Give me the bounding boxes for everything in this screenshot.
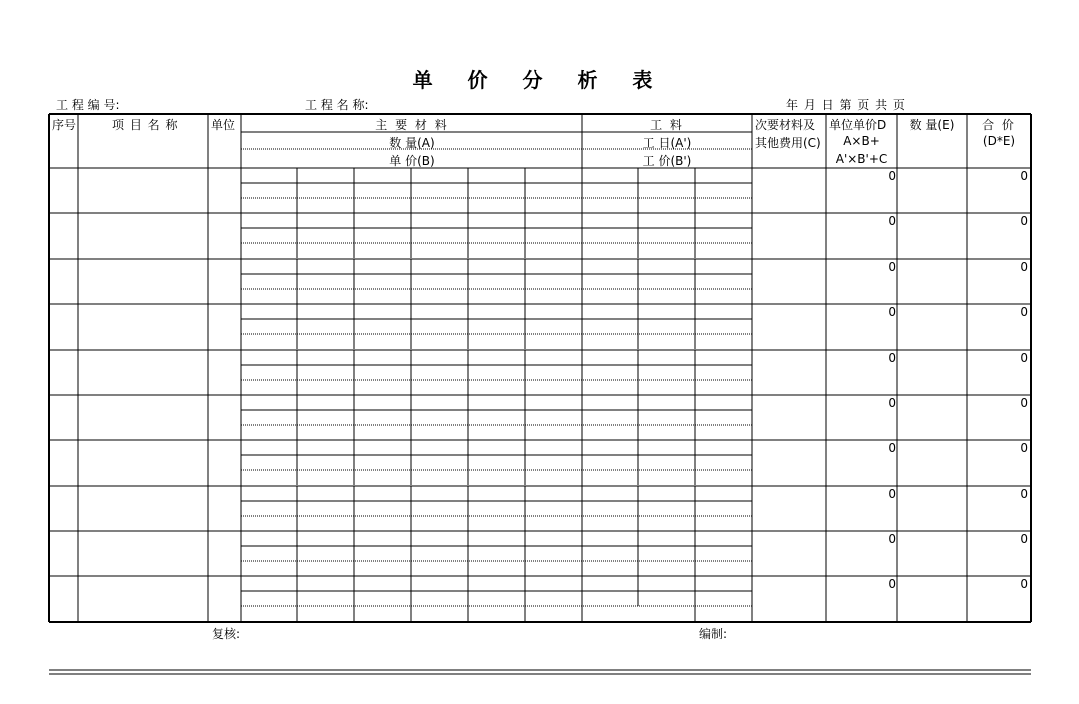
total-value: 0 — [1020, 396, 1028, 410]
unit-price-d-value: 0 — [888, 487, 896, 501]
unit-price-d-value: 0 — [888, 260, 896, 274]
total-value: 0 — [1020, 577, 1028, 591]
unit-price-d-value: 0 — [888, 532, 896, 546]
unit-price-d-value: 0 — [888, 214, 896, 228]
col-header-secondary-line2: 其他费用(C) — [755, 136, 821, 150]
total-value: 0 — [1020, 487, 1028, 501]
col-header-unit-price-b: 单 价(B) — [389, 154, 435, 168]
col-header-quantity-a: 数 量(A) — [389, 136, 435, 150]
unit-price-d-value: 0 — [888, 351, 896, 365]
col-header-item-name: 项 目 名 称 — [112, 118, 179, 132]
project-no-label: 工 程 编 号: — [56, 98, 120, 112]
col-header-unit: 单位 — [211, 118, 236, 132]
unit-price-d-value: 0 — [888, 396, 896, 410]
col-header-main-material: 主 要 材 料 — [375, 118, 449, 132]
unit-price-d-value: 0 — [888, 577, 896, 591]
project-name-label: 工 程 名 称: — [305, 98, 369, 112]
page-title: 单 价 分 析 表 — [412, 68, 667, 92]
date-page-line: 年 月 日 第 页 共 页 — [786, 98, 905, 112]
prepared-label: 编制: — [699, 627, 728, 641]
total-value: 0 — [1020, 532, 1028, 546]
col-header-labor-price-b2: 工 价(B') — [642, 154, 692, 168]
col-header-total-line1: 合 价 — [982, 118, 1016, 132]
review-label: 复核: — [212, 627, 241, 641]
col-header-unit-price-d-line3: A'×B'+C — [835, 152, 888, 166]
total-value: 0 — [1020, 214, 1028, 228]
col-header-workday-a2: 工 日(A') — [642, 136, 692, 150]
total-value: 0 — [1020, 260, 1028, 274]
col-header-total-line2: (D*E) — [982, 134, 1016, 148]
col-header-quantity-e: 数 量(E) — [909, 118, 955, 132]
total-value: 0 — [1020, 169, 1028, 183]
total-value: 0 — [1020, 305, 1028, 319]
total-value: 0 — [1020, 351, 1028, 365]
col-header-seq: 序号 — [52, 118, 77, 132]
unit-price-d-value: 0 — [888, 169, 896, 183]
unit-price-d-value: 0 — [888, 441, 896, 455]
col-header-secondary-line1: 次要材料及 — [755, 118, 816, 132]
col-header-labor: 工 料 — [650, 118, 684, 132]
unit-price-d-value: 0 — [888, 305, 896, 319]
total-value: 0 — [1020, 441, 1028, 455]
col-header-unit-price-d-line2: A×B+ — [843, 134, 880, 148]
col-header-unit-price-d-line1: 单位单价D — [829, 118, 887, 132]
